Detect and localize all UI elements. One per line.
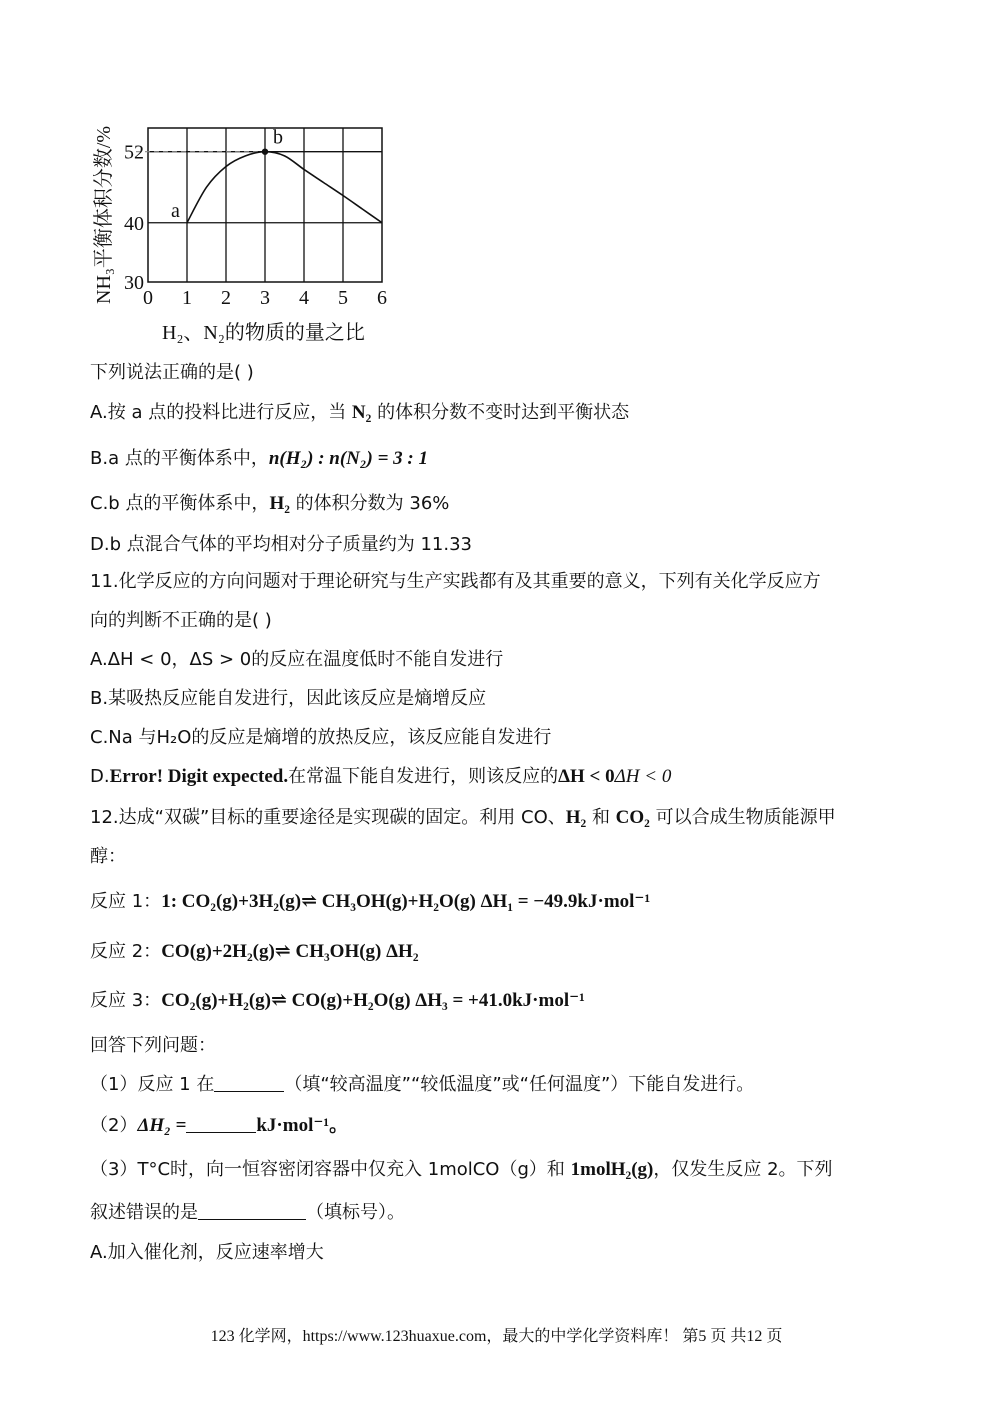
q10-option-d: D.b 点混合气体的平均相对分子质量约为 11.33	[90, 534, 472, 555]
chart-y-tick-label: 30	[124, 272, 144, 294]
chart-y-axis-label: NH₃平衡体积分数/%	[93, 125, 115, 304]
chart-y-tick-label: 40	[124, 212, 144, 235]
chart-x-tick-label: 6	[377, 287, 387, 309]
chart-x-axis-label: H₂、N₂的物质的量之比	[162, 322, 365, 344]
chart-x-tick-label: 3	[260, 287, 270, 309]
chart-x-tick-label: 0	[143, 287, 153, 309]
q12-stem-line1: 12.达成“双碳”目标的重要途径是实现碳的固定。利用 CO、H₂ 和 CO₂ 可以合成生物质能源甲	[90, 807, 836, 828]
q10-prompt: 下列说法正确的是( )	[90, 362, 254, 383]
q11-stem-line2: 向的判断不正确的是( )	[90, 610, 272, 631]
sub-question-3-line2: 叙述错误的是 （填标号）。	[90, 1202, 405, 1223]
q10-option-a: A.按 a 点的投料比进行反应，当 N₂ 的体积分数不变时达到平衡状态	[90, 402, 630, 423]
nh3-fraction-chart	[88, 118, 398, 318]
chart-x-tick-label: 1	[182, 287, 192, 309]
q11-stem-line1: 11.化学反应的方向问题对于理论研究与生产实践都有及其重要的意义，下列有关化学反应方	[90, 571, 821, 592]
chart-x-tick-label: 2	[221, 287, 231, 309]
q11-option-b: B.某吸热反应能自发进行，因此该反应是熵增反应	[90, 688, 487, 709]
chart-point-label-b: b	[273, 126, 283, 149]
sub-question-1: （1）反应 1 在 （填“较高温度”“较低温度”或“任何温度”）下能自发进行。	[90, 1074, 755, 1095]
chart-ticks	[124, 142, 387, 309]
q11-option-d: D.Error! Digit expected.在常温下能自发进行，则该反应的ΔH < 0ΔH < 0	[90, 766, 672, 787]
sub-question-2: （2）ΔH₂ = kJ·mol⁻¹。	[90, 1115, 349, 1136]
q11-option-c: C.Na 与H₂O的反应是熵增的放热反应，该反应能自发进行	[90, 727, 552, 748]
page-footer: 123 化学网，https://www.123huaxue.com，最大的中学化学资料库！ 第5 页 共12 页	[210, 1328, 783, 1345]
chart-x-tick-label: 4	[299, 287, 309, 309]
reaction-1: 反应 1：1: CO₂(g)+3H₂(g)⇌ CH₃OH(g)+H₂O(g) ΔH₁ = −49.9kJ·mol⁻¹	[90, 891, 651, 912]
chart-point-label-a: a	[171, 199, 180, 222]
chart-x-tick-label: 5	[338, 287, 348, 309]
chart-y-tick-label: 52	[124, 141, 144, 164]
answer-blank-3[interactable]	[198, 1201, 306, 1220]
q10-option-b: B.a 点的平衡体系中，n(H₂) : n(N₂) = 3 : 1	[90, 448, 428, 469]
answer-intro: 回答下列问题：	[90, 1035, 216, 1056]
q12-stem-line2: 醇：	[90, 846, 126, 867]
q12-option-a: A.加入催化剂，反应速率增大	[90, 1242, 324, 1263]
reaction-2: 反应 2：CO(g)+2H₂(g)⇌ CH₃OH(g) ΔH₂	[90, 941, 419, 962]
chart-point-b	[262, 148, 268, 154]
answer-blank-2[interactable]	[186, 1114, 256, 1133]
q11-option-a: A.ΔH < 0，ΔS > 0的反应在温度低时不能自发进行	[90, 649, 504, 670]
q10-option-c: C.b 点的平衡体系中，H₂ 的体积分数为 36%	[90, 493, 450, 514]
answer-blank-1[interactable]	[214, 1073, 284, 1092]
chart-points	[171, 127, 283, 222]
chart-series	[187, 152, 382, 223]
sub-question-3: （3）T°C时，向一恒容密闭容器中仅充入 1molCO（g）和 1molH₂(g)，仅发生反应 2。下列	[90, 1159, 833, 1180]
chart-series-line	[187, 152, 382, 223]
reaction-3: 反应 3：CO₂(g)+H₂(g)⇌ CO(g)+H₂O(g) ΔH₃ = +41.0kJ·mol⁻¹	[90, 990, 585, 1011]
